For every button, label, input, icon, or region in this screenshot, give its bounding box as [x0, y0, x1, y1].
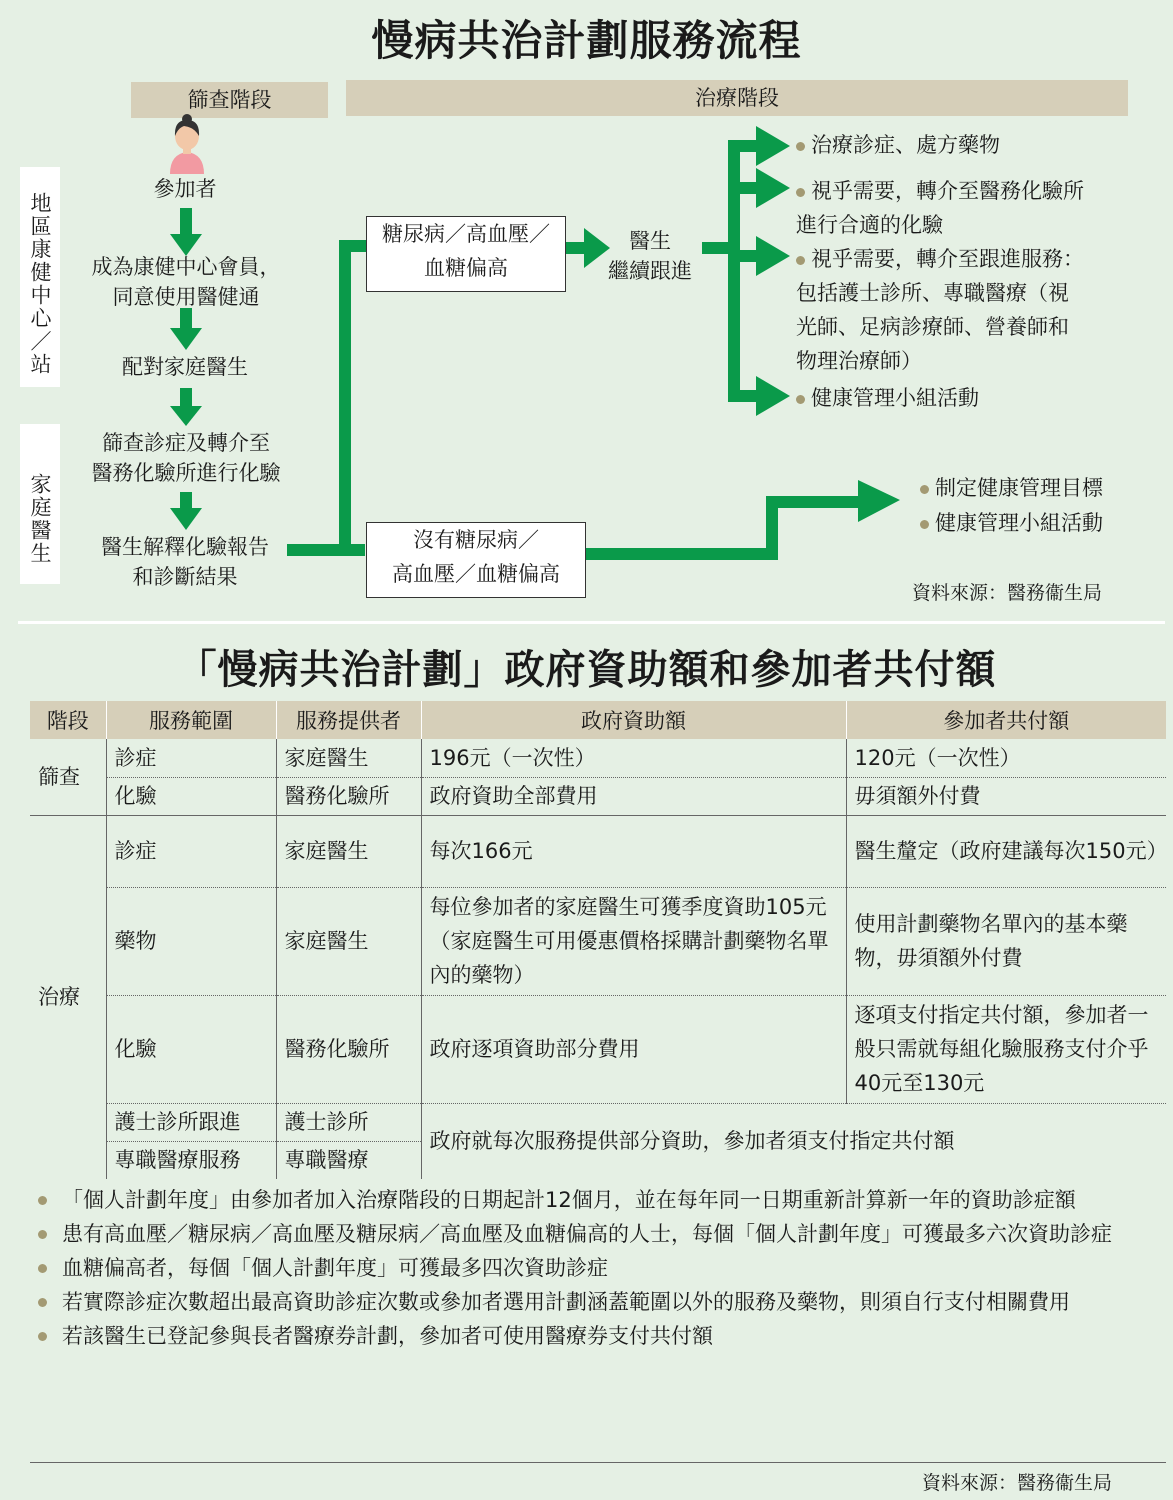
provider-cell: 家庭醫生 [276, 887, 421, 995]
source-note: 資料來源：醫務衞生局 [912, 582, 1103, 604]
scope-cell: 診症 [106, 815, 276, 887]
header-copayment: 參加者共付額 [846, 701, 1166, 739]
header-scope: 服務範圍 [106, 701, 276, 739]
step-match-doctor: 配對家庭醫生 [122, 355, 248, 379]
subsidy-table [30, 701, 1166, 1179]
scope-cell: 藥物 [106, 887, 276, 995]
step-join-member: 成為康健中心會員， 同意使用醫健通 [91, 255, 281, 309]
participant-avatar-icon [164, 114, 210, 174]
header-subsidy: 政府資助額 [421, 701, 846, 739]
side-label-family-doctor: 家庭醫生 [20, 424, 60, 584]
subsidy-cell: 政府逐項資助部分費用 [421, 995, 846, 1103]
subsidy-cell: 196元（一次性） [421, 739, 846, 777]
note-item: 若該醫生已登記參與長者醫療券計劃，參加者可使用醫療券支付共付額 [38, 1319, 1163, 1353]
scope-cell: 護士診所跟進 [106, 1103, 276, 1141]
treatment-item: 視乎需要，轉介至跟進服務： 包括護士診所、專職醫療（視 光師、足病診療師、營養師和 物理治療師） [796, 247, 1084, 373]
shared-note-cell: 政府就每次服務提供部分資助，參加者須支付指定共付額 [421, 1103, 1166, 1179]
bullet-icon [796, 142, 805, 151]
provider-cell: 家庭醫生 [276, 815, 421, 887]
copay-cell: 120元（一次性） [846, 739, 1166, 777]
table-row [30, 777, 1166, 815]
provider-cell: 醫務化驗所 [276, 777, 421, 815]
phase-cell-screening: 篩查 [38, 764, 80, 789]
copay-cell: 毋須額外付費 [846, 777, 1166, 815]
copay-cell: 使用計劃藥物名單內的基本藥物，毋須額外付費 [846, 887, 1166, 995]
step-participant: 參加者 [153, 177, 217, 201]
copay-cell: 逐項支付指定共付額，參加者一般只需就每組化驗服務支付介乎40元至130元 [846, 995, 1166, 1103]
bullet-icon [38, 1196, 47, 1205]
scope-cell: 專職醫療服務 [106, 1141, 276, 1179]
step-explain-report: 醫生解釋化驗報告 和診斷結果 [101, 535, 269, 589]
bullet-icon [796, 188, 805, 197]
scope-cell: 化驗 [106, 777, 276, 815]
bullet-icon [920, 485, 929, 494]
bullet-icon [38, 1332, 47, 1341]
bullet-icon [796, 395, 805, 404]
positive-result-box: 糖尿病／高血壓／ 血糖偏高 [366, 216, 566, 292]
side-label-community: 地區康健中心／站 [20, 167, 60, 387]
table-row [30, 739, 1166, 777]
step-screening: 篩查診症及轉介至 醫務化驗所進行化驗 [91, 431, 281, 485]
table-header-row [30, 701, 1166, 739]
phase-treatment: 治療階段 [346, 80, 1128, 116]
header-phase: 階段 [30, 701, 106, 739]
doctor-follow-up: 醫生 繼續跟進 [608, 229, 692, 283]
table-row [30, 815, 1166, 887]
notes-list [38, 1183, 1163, 1353]
header-provider: 服務提供者 [276, 701, 421, 739]
phase-screening: 篩查階段 [131, 82, 328, 118]
scope-cell: 診症 [106, 739, 276, 777]
bullet-icon [920, 520, 929, 529]
source-note-bottom: 資料來源：醫務衞生局 [922, 1472, 1113, 1494]
negative-item: 制定健康管理目標 [920, 471, 1160, 505]
flow-title: 慢病共治計劃服務流程 [371, 16, 802, 65]
note-item: 若實際診症次數超出最高資助診症次數或參加者選用計劃涵蓋範圍以外的服務及藥物，則須自行支付相關費用 [38, 1285, 1163, 1319]
note-item: 血糖偏高者，每個「個人計劃年度」可獲最多四次資助診症 [38, 1251, 1163, 1285]
bullet-icon [38, 1264, 47, 1273]
subsidy-cell: 每位參加者的家庭醫生可獲季度資助105元（家庭醫生可用優惠價格採購計劃藥物名單內的藥物） [421, 887, 846, 995]
table-row [30, 887, 1166, 995]
section-divider [18, 621, 1165, 624]
phase-cell-treatment: 治療 [30, 815, 106, 1179]
table-row [30, 995, 1166, 1103]
bullet-icon [38, 1298, 47, 1307]
scope-cell: 化驗 [106, 995, 276, 1103]
provider-cell: 家庭醫生 [276, 739, 421, 777]
treatment-item: 治療診症、處方藥物 [796, 128, 1156, 162]
note-item: 「個人計劃年度」由參加者加入治療階段的日期起計12個月，並在每年同一日期重新計算新一年的資助診症額 [38, 1183, 1163, 1217]
table-title: 「慢病共治計劃」政府資助額和參加者共付額 [176, 647, 997, 693]
subsidy-cell: 政府資助全部費用 [421, 777, 846, 815]
copay-cell: 醫生釐定（政府建議每次150元） [846, 815, 1166, 887]
provider-cell: 專職醫療 [276, 1141, 421, 1179]
subsidy-cell: 每次166元 [421, 815, 846, 887]
bottom-divider [30, 1462, 1166, 1463]
bullet-icon [38, 1230, 47, 1239]
treatment-item: 視乎需要，轉介至醫務化驗所 進行合適的化驗 [796, 179, 1084, 237]
treatment-item: 健康管理小組活動 [796, 381, 1156, 415]
negative-result-box: 沒有糖尿病／ 高血壓／血糖偏高 [366, 522, 586, 598]
table-row [30, 1103, 1166, 1141]
bullet-icon [796, 256, 805, 265]
provider-cell: 醫務化驗所 [276, 995, 421, 1103]
negative-item: 健康管理小組活動 [920, 506, 1160, 540]
note-item: 患有高血壓／糖尿病／高血壓及糖尿病／高血壓及血糖偏高的人士，每個「個人計劃年度」可獲最多六次資助診症 [38, 1217, 1163, 1251]
provider-cell: 護士診所 [276, 1103, 421, 1141]
